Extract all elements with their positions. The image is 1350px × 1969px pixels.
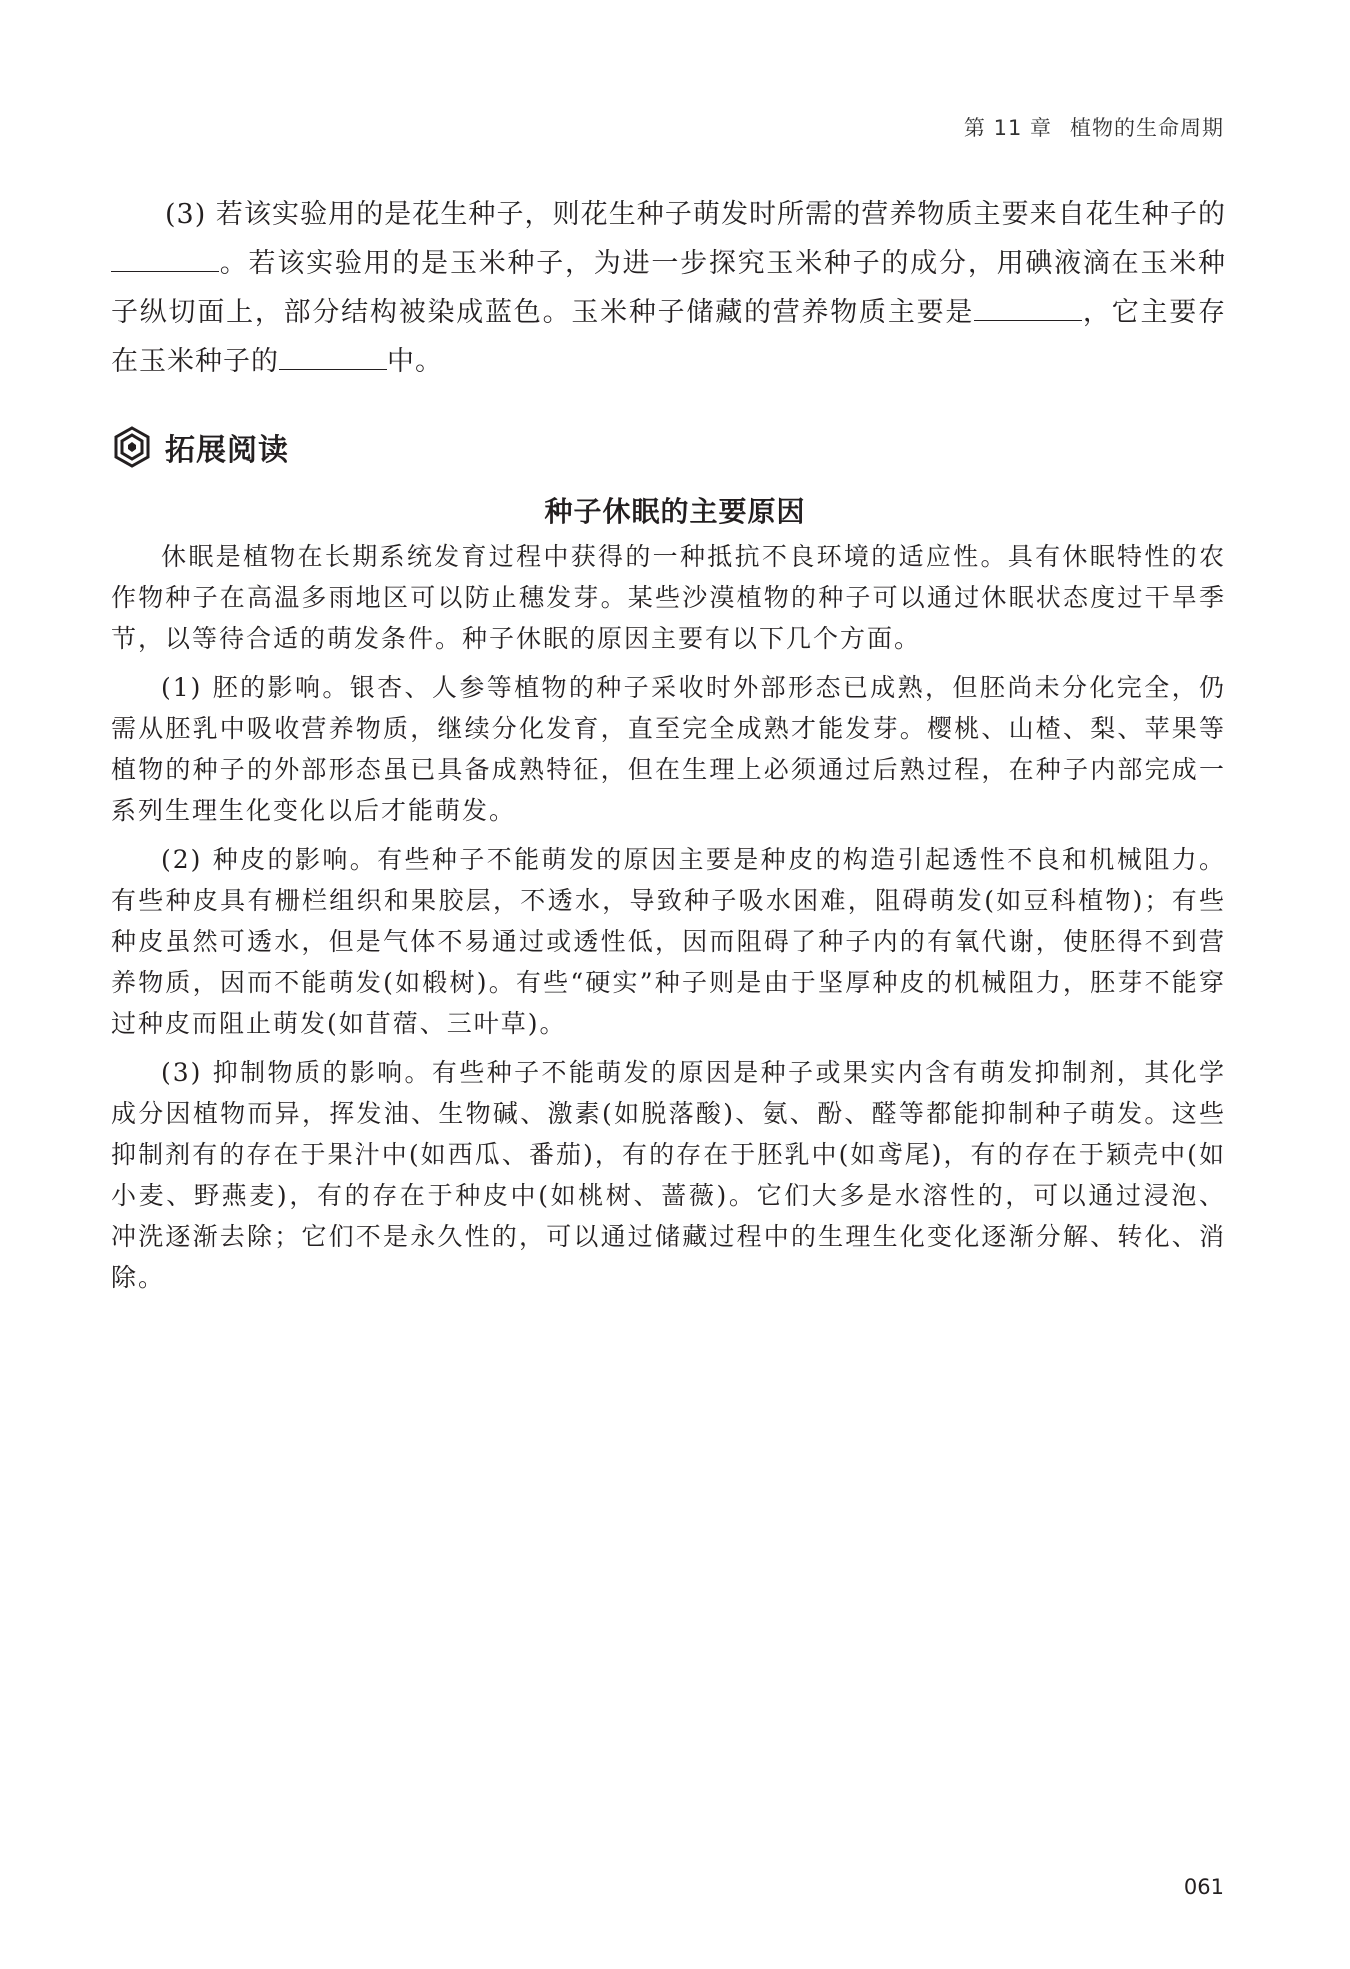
question-3 [111, 190, 1226, 386]
question-text-part4: 中。 [387, 346, 443, 377]
answer-blank-2 [974, 290, 1082, 321]
article-paragraph: (3) 抑制物质的影响。有些种子不能萌发的原因是种子或果实内含有萌发抑制剂，其化学成分因植物而异，挥发油、生物碱、激素(如脱落酸)、氨、酚、醛等都能抑制种子萌发。这些抑制剂有的存在于果汁中(如西瓜、番茄)，有的存在于胚乳中(如鸢尾)，有的存在于颖壳中(如小麦、野燕麦)，有的存在于种皮中(如桃树、蔷薇)。它们大多是水溶性的，可以通过浸泡、冲洗逐渐去除；它们不是永久性的，可以通过储藏过程中的生理生化变化逐渐分解、转化、消除。 [111, 1058, 1226, 1292]
question-text-part1: (3) 若该实验用的是花生种子，则花生种子萌发时所需的营养物质主要来自花生种子的 [165, 199, 1226, 230]
page-header [964, 112, 1224, 142]
section-heading-text: 拓展阅读 [165, 433, 289, 468]
page-number: 061 [1183, 1875, 1224, 1899]
chapter-label: 第 11 章 [963, 116, 1052, 140]
answer-blank-1 [111, 241, 219, 272]
answer-blank-3 [279, 339, 387, 370]
article-paragraph: (2) 种皮的影响。有些种子不能萌发的原因主要是种皮的构造引起透性不良和机械阻力。有些种皮具有栅栏组织和果胶层，不透水，导致种子吸水困难，阻碍萌发(如豆科植物)；有些种皮虽然可透水，但是气体不易通过或透性低，因而阻碍了种子内的有氧代谢，使胚得不到营养物质，因而不能萌发(如椴树)。有些“硬实”种子则是由于坚厚种皮的机械阻力，胚芽不能穿过种皮而阻止萌发(如苜蓿、三叶草)。 [111, 845, 1226, 1038]
section-heading [111, 425, 289, 469]
question-text-part2: 。若该实验用的是玉米种子，为进一步探究玉米种子的成分，用碘液滴在玉米种子纵切面上，部分结构被染成蓝色。玉米种子储藏的营养物质主要是 [111, 248, 1226, 328]
question-text-part3: ，它主要存在玉米种子的 [111, 297, 1227, 377]
chapter-title: 植物的生命周期 [1070, 116, 1224, 140]
article-paragraph: 休眠是植物在长期系统发育过程中获得的一种抵抗不良环境的适应性。具有休眠特性的农作物种子在高温多雨地区可以防止穗发芽。某些沙漠植物的种子可以通过休眠状态度过干旱季节，以等待合适的萌发条件。种子休眠的原因主要有以下几个方面。 [111, 542, 1226, 653]
article-title: 种子休眠的主要原因 [544, 495, 806, 528]
layered-hexagon-icon [111, 426, 153, 468]
article-body [111, 536, 1226, 1306]
article-paragraph: (1) 胚的影响。银杏、人参等植物的种子采收时外部形态已成熟，但胚尚未分化完全，仍需从胚乳中吸收营养物质，继续分化发育，直至完全成熟才能发芽。樱桃、山楂、梨、苹果等植物的种子的外部形态虽已具备成熟特征，但在生理上必须通过后熟过程，在种子内部完成一系列生理生化变化以后才能萌发。 [111, 673, 1226, 825]
